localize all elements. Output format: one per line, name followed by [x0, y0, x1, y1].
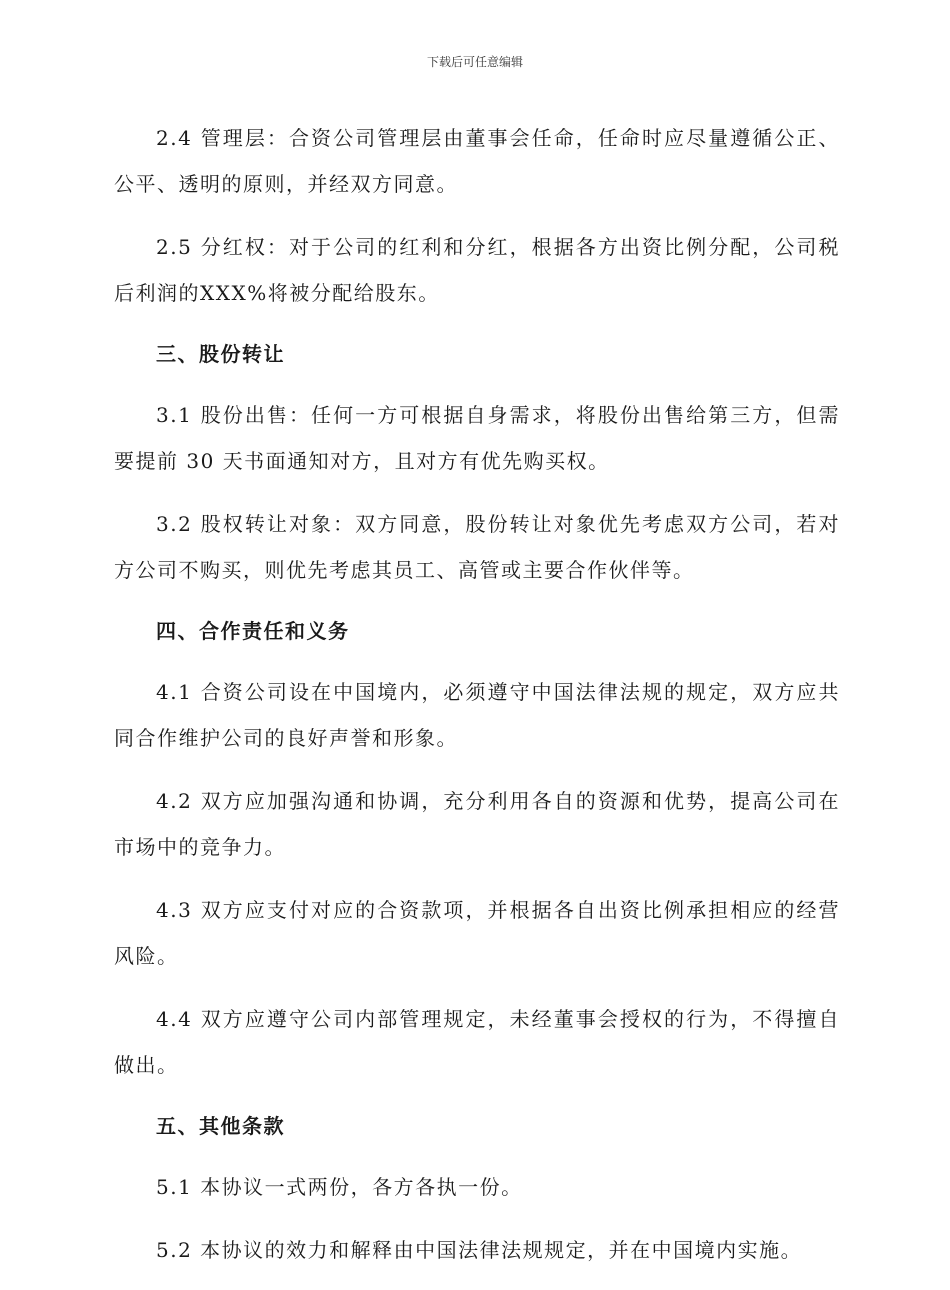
clause-3-1: 3.1 股份出售：任何一方可根据自身需求，将股份出售给第三方，但需要提前 30 天书面通知对方，且对方有优先购买权。	[114, 403, 840, 473]
clause-4-3: 4.3 双方应支付对应的合资款项，并根据各自出资比例承担相应的经营风险。	[114, 898, 840, 968]
clause-5-1: 5.1 本协议一式两份，各方各执一份。	[156, 1175, 523, 1199]
clause-4-2: 4.2 双方应加强沟通和协调，充分利用各自的资源和优势，提高公司在市场中的竞争力。	[114, 789, 840, 859]
clause-3-2: 3.2 股权转让对象：双方同意，股份转让对象优先考虑双方公司，若对方公司不购买，则优先考虑其员工、高管或主要合作伙伴等。	[114, 512, 840, 582]
clause-4-1: 4.1 合资公司设在中国境内，必须遵守中国法律法规的规定，双方应共同合作维护公司的良好声誉和形象。	[114, 680, 840, 750]
clause-4-4: 4.4 双方应遵守公司内部管理规定，未经董事会授权的行为，不得擅自做出。	[114, 1007, 840, 1077]
clause-5-2: 5.2 本协议的效力和解释由中国法律法规规定，并在中国境内实施。	[156, 1238, 803, 1262]
page-header: 下载后可任意编辑	[426, 55, 523, 69]
clause-2-4: 2.4 管理层：合资公司管理层由董事会任命，任命时应尽量遵循公正、公平、透明的原则，并经双方同意。	[114, 126, 840, 196]
section-heading-3: 三、股份转让	[156, 342, 285, 366]
document-body	[114, 115, 840, 1290]
section-heading-4: 四、合作责任和义务	[156, 619, 350, 643]
section-heading-5: 五、其他条款	[156, 1114, 285, 1138]
clause-2-5: 2.5 分红权：对于公司的红利和分红，根据各方出资比例分配，公司税后利润的XXX%将被分配给股东。	[114, 235, 840, 305]
